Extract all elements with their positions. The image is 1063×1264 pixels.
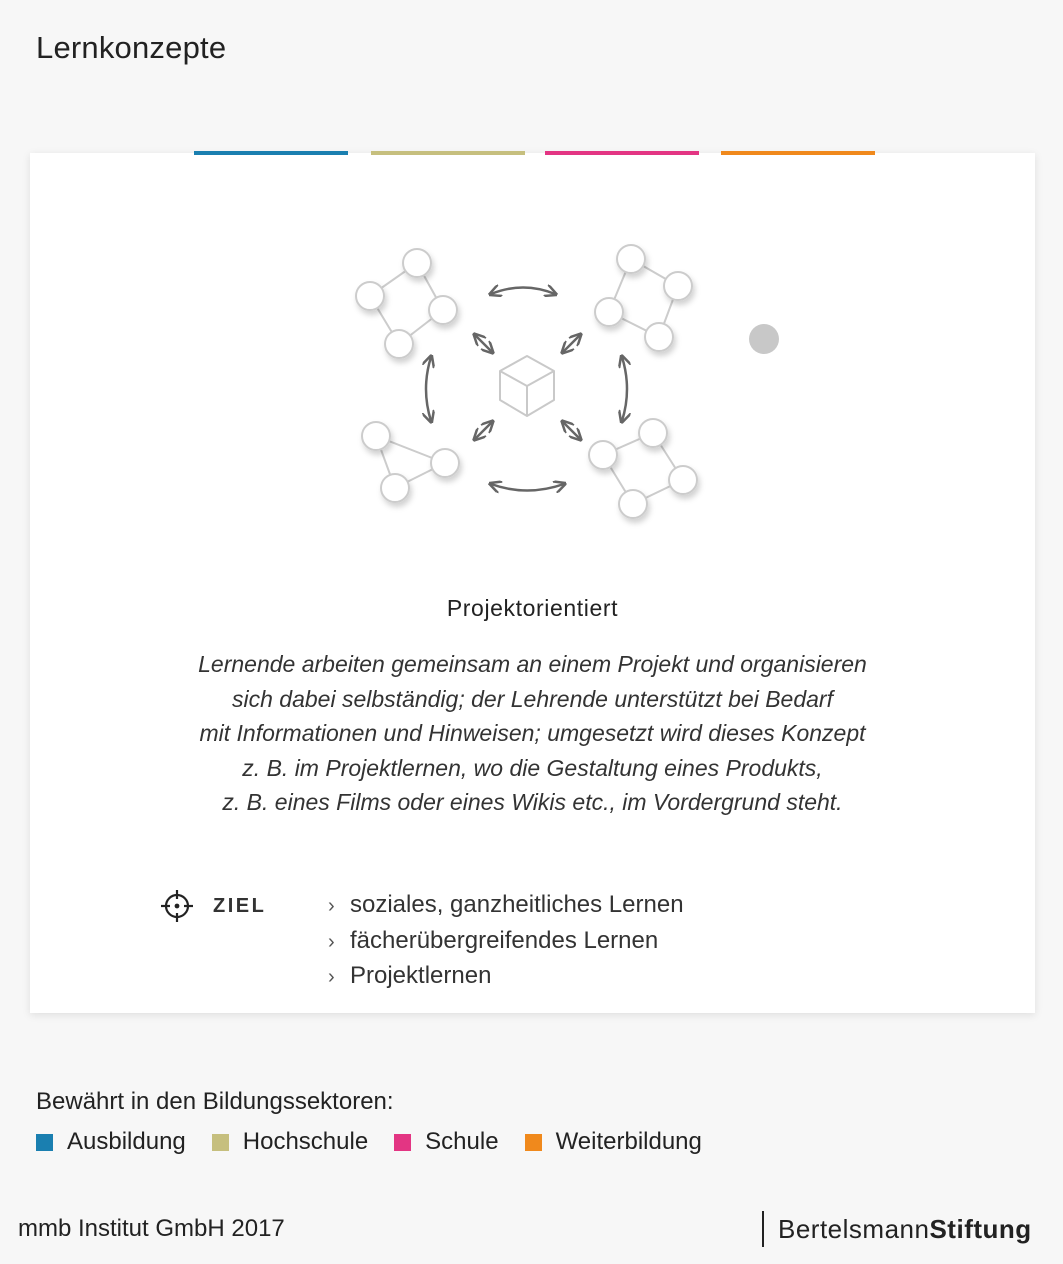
legend-label: Weiterbildung: [555, 1128, 702, 1155]
concept-diagram: [30, 153, 1035, 573]
brand-name-bold: Stiftung: [929, 1213, 1032, 1244]
page-title: Lernkonzepte: [36, 30, 227, 65]
legend-swatch: [394, 1134, 411, 1151]
legend-label: Ausbildung: [67, 1128, 186, 1155]
legend-swatch: [212, 1134, 229, 1151]
goal-item-label: Projektlernen: [350, 962, 492, 989]
chevron-right-icon: ›: [328, 966, 335, 988]
legend-title: Bewährt in den Bildungssektoren:: [36, 1088, 394, 1115]
concept-description: [130, 647, 935, 820]
legend-swatch: [525, 1134, 542, 1151]
target-icon: [159, 888, 195, 924]
description-line: mit Informationen und Hinweisen; umgesetzt wird dieses Konzept: [199, 720, 866, 746]
goal-item-label: fächerübergreifendes Lernen: [350, 926, 659, 954]
source-credit: mmb Institut GmbH 2017: [18, 1215, 285, 1242]
description-line: z. B. im Projektlernen, wo die Gestaltung eines Produkts,: [242, 754, 823, 781]
legend-item-hochschule: [212, 1128, 368, 1156]
legend-swatch: [36, 1134, 53, 1151]
list-item: [328, 959, 684, 995]
legend-item-weiterbildung: [525, 1128, 702, 1156]
legend-label: Schule: [425, 1128, 499, 1155]
chevron-right-icon: ›: [328, 930, 335, 953]
network-icon: [595, 245, 692, 351]
legend-item-schule: [394, 1128, 498, 1156]
description-line: z. B. eines Films oder eines Wikis etc., im Vordergrund steht.: [222, 789, 843, 815]
description-line: sich dabei selbständig; der Lehrende unterstützt bei Bedarf: [232, 685, 833, 712]
concept-card: [30, 153, 1035, 1013]
chevron-right-icon: ›: [328, 895, 335, 917]
list-item: [328, 888, 684, 924]
brand-name: Bertelsmann: [778, 1213, 930, 1244]
network-icon: [589, 419, 697, 518]
goal-list: [328, 888, 684, 995]
brand-logo: [762, 1211, 1032, 1247]
list-item: [328, 924, 684, 960]
concept-title: Projektorientiert: [446, 595, 619, 621]
goal-label: ZIEL: [213, 895, 267, 917]
cube-icon: [500, 356, 554, 416]
toggle-dot-icon[interactable]: [749, 324, 779, 354]
network-icon: [362, 422, 459, 502]
goal-item-label: soziales, ganzheitliches Lernen: [350, 891, 684, 918]
legend-label: Hochschule: [242, 1128, 369, 1155]
description-line: Lernende arbeiten gemeinsam an einem Projekt und organisieren: [198, 651, 867, 677]
network-icon: [356, 249, 457, 358]
legend-item-ausbildung: [36, 1128, 186, 1156]
legend: [36, 1128, 728, 1156]
